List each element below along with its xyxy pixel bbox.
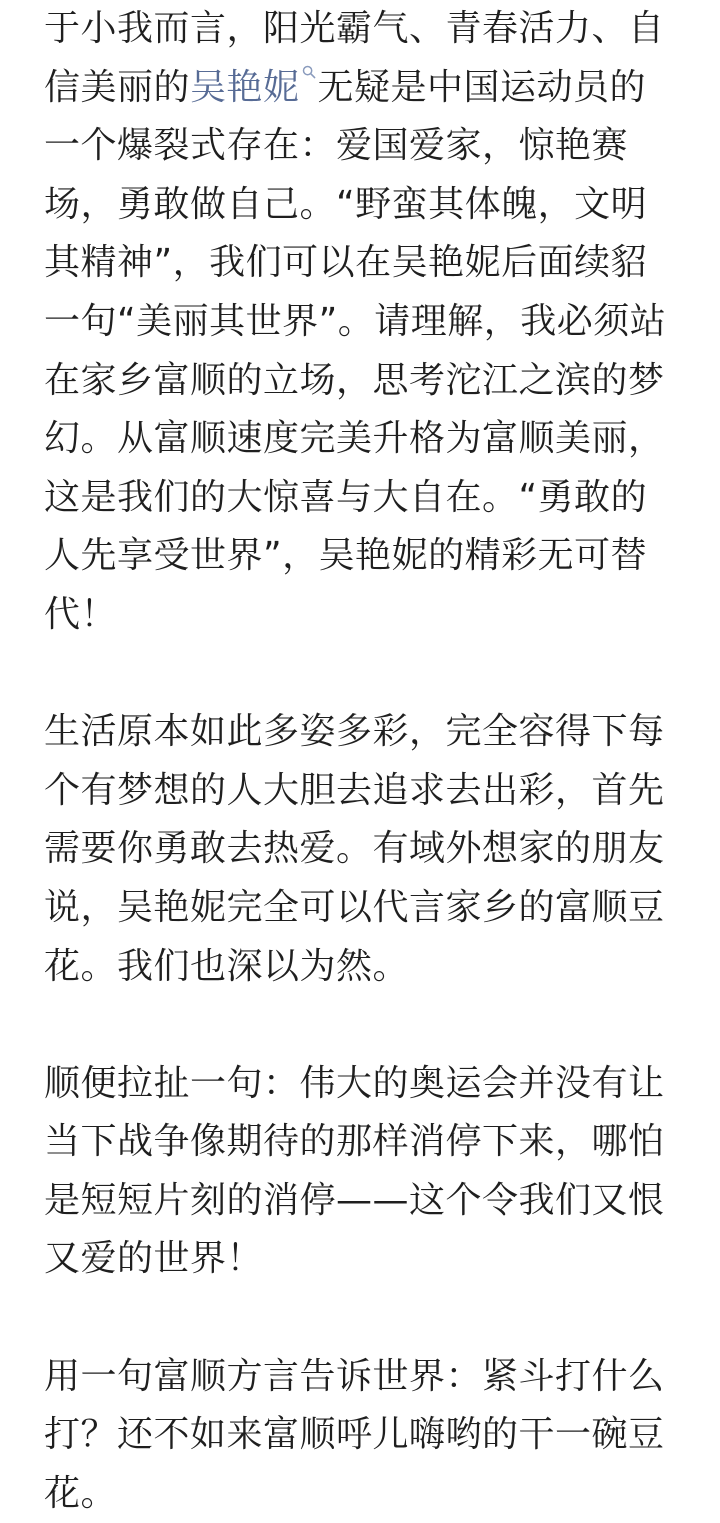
paragraph-spacer: [44, 645, 684, 704]
paragraph-line: 个有梦想的人大胆去追求去出彩，首先: [44, 769, 665, 811]
paragraph-3: [44, 1055, 684, 1289]
paragraph-line: 打？还不如来富顺呼儿嗨哟的干一碗豆: [44, 1414, 665, 1456]
paragraph-spacer: [44, 996, 684, 1055]
text-segment: 无疑是中国运动员的: [317, 66, 647, 108]
text-segment: 信美丽的: [44, 66, 191, 108]
article-body: [44, 0, 684, 1523]
paragraph-line: 是短短片刻的消停——这个令我们又恨: [44, 1179, 665, 1221]
paragraph-line: 花。我们也深以为然。: [44, 945, 410, 987]
paragraph-spacer: [44, 1289, 684, 1348]
paragraph-line: 其精神”，我们可以在吴艳妮后面续貂: [44, 242, 648, 284]
search-icon[interactable]: [302, 65, 316, 87]
paragraph-line: 生活原本如此多姿多彩，完全容得下每: [44, 711, 665, 753]
paragraph-line: 于小我而言，阳光霸气、青春活力、自: [44, 8, 665, 49]
paragraph-line: 一个爆裂式存在：爱国爱家，惊艳赛: [44, 125, 629, 167]
paragraph-line: 顺便拉扯一句：伟大的奥运会并没有让: [44, 1062, 665, 1104]
paragraph-line-with-link: [44, 59, 684, 118]
paragraph-line: 需要你勇敢去热爱。有域外想家的朋友: [44, 828, 665, 870]
paragraph-2: [44, 703, 684, 996]
paragraph-line: 人先享受世界”，吴艳妮的精彩无可替: [44, 535, 648, 577]
paragraph-line: 花。: [44, 1472, 118, 1514]
paragraph-4: [44, 1348, 684, 1523]
paragraph-line: 当下战争像期待的那样消停下来，哪怕: [44, 1121, 665, 1163]
person-search-link[interactable]: 吴艳妮: [190, 66, 300, 108]
paragraph-line: 幻。从富顺速度完美升格为富顺美丽，: [44, 418, 665, 460]
paragraph-line: 在家乡富顺的立场，思考沱江之滨的梦: [44, 359, 665, 401]
paragraph-line: 用一句富顺方言告诉世界：紧斗打什么: [44, 1355, 665, 1397]
paragraph-line: 说，吴艳妮完全可以代言家乡的富顺豆: [44, 886, 665, 928]
paragraph-line: 这是我们的大惊喜与大自在。“勇敢的: [44, 476, 648, 518]
paragraph-line: 代！: [44, 593, 118, 635]
paragraph-1: [44, 0, 684, 645]
paragraph-line: 场，勇敢做自己。“野蛮其体魄，文明: [44, 183, 648, 225]
paragraph-line: 一句“美丽其世界”。请理解，我必须站: [44, 300, 667, 342]
paragraph-line: 又爱的世界！: [44, 1238, 264, 1280]
